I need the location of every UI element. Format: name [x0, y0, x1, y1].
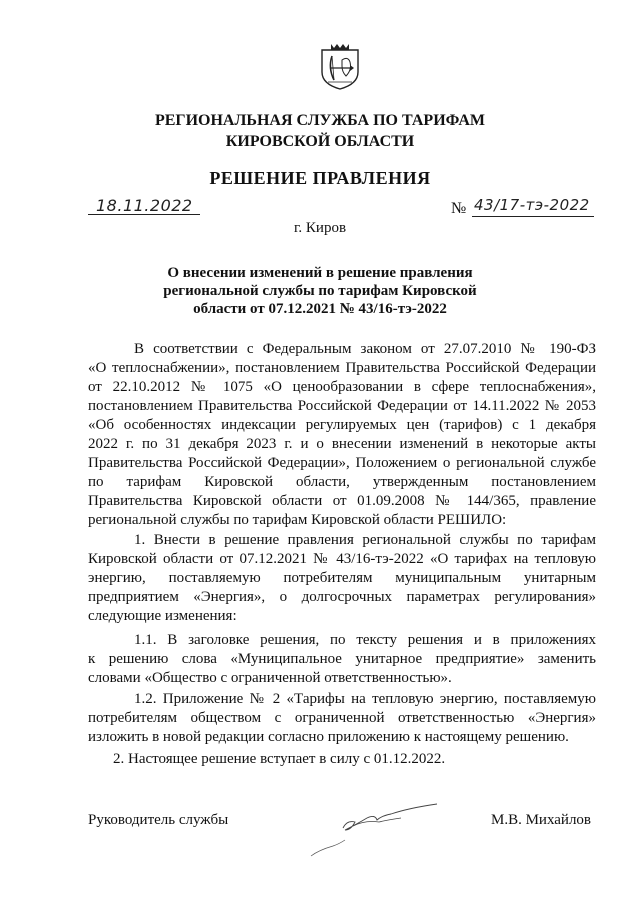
body-line: Правительства Кировской области от 01.09.2008 № 144/365, правление [88, 493, 596, 509]
org-name-line2: КИРОВСКОЙ ОБЛАСТИ [225, 133, 415, 150]
date-underline [88, 214, 200, 215]
body-line: от 22.10.2012 № 1075 «О ценообразовании в сфере теплоснабжения», [88, 379, 596, 395]
decision-number: 43/17-тэ-2022 [474, 196, 590, 214]
body-line: постановлением Правительства Российской Федерации от 14.11.2022 № 2053 [88, 398, 596, 414]
number-underline [472, 216, 594, 217]
city: г. Киров [293, 220, 347, 236]
coat-of-arms-icon [318, 42, 362, 90]
body-line: Правительства Российской Федерации», Положением о региональной службе [88, 455, 596, 471]
subject-line: области от 07.12.2021 № 43/16-тэ-2022 [193, 301, 447, 317]
body-line: Кировской области от 07.12.2021 № 43/16-тэ-2022 «О тарифах на тепловую [88, 551, 596, 567]
body-line: словами «Общество с ограниченной ответственностью». [88, 670, 452, 686]
body-line: 2. Настоящее решение вступает в силу с 01.12.2022. [113, 751, 446, 767]
body-line: следующие изменения: [88, 608, 237, 624]
body-line: к решению слова «Муниципальное унитарное предприятие» заменить [88, 651, 596, 667]
body-line: «Об особенностях индексации регулируемых цен (тарифов) с 1 декабря [88, 417, 596, 433]
subject-line: региональной службы по тарифам Кировской [163, 283, 477, 299]
body-line: В соответствии с Федеральным законом от 27.07.2010 № 190-ФЗ [134, 341, 596, 357]
org-name-line1: РЕГИОНАЛЬНАЯ СЛУЖБА ПО ТАРИФАМ [154, 112, 486, 129]
body-line: «О теплоснабжении», постановлением Правительства Российской Федерации [88, 360, 596, 376]
body-line: потребителям обществом с ограниченной ответственностью «Энергия» [88, 710, 596, 726]
signatory-position: Руководитель службы [88, 812, 229, 828]
subject-line: О внесении изменений в решение правления [167, 265, 473, 281]
handwritten-signature-icon [305, 800, 445, 860]
body-line: региональной службы по тарифам Кировской области РЕШИЛО: [88, 512, 507, 528]
decision-title: РЕШЕНИЕ ПРАВЛЕНИЯ [209, 168, 431, 188]
signatory-name: М.В. Михайлов [491, 812, 592, 828]
body-line: изложить в новой редакции согласно приложению к настоящему решению. [88, 729, 569, 745]
body-line: 1.1. В заголовке решения, по тексту решения и в приложениях [134, 632, 596, 648]
body-line: по тарифам Кировской области, утвержденным постановлением [88, 474, 596, 490]
body-line: 1. Внести в решение правления региональной службы по тарифам [134, 532, 596, 548]
body-line: 2022 г. по 31 декабря 2023 г. и о внесении изменений в некоторые акты [88, 436, 596, 452]
number-sign: № [451, 200, 467, 217]
body-line: 1.2. Приложение № 2 «Тарифы на тепловую энергию, поставляемую [134, 691, 596, 707]
body-line: предприятием «Энергия», о долгосрочных параметрах регулирования» [88, 589, 596, 605]
decision-date: 18.11.2022 [96, 196, 193, 215]
body-line: энергию, поставляемую потребителям муниципальным унитарным [88, 570, 596, 586]
